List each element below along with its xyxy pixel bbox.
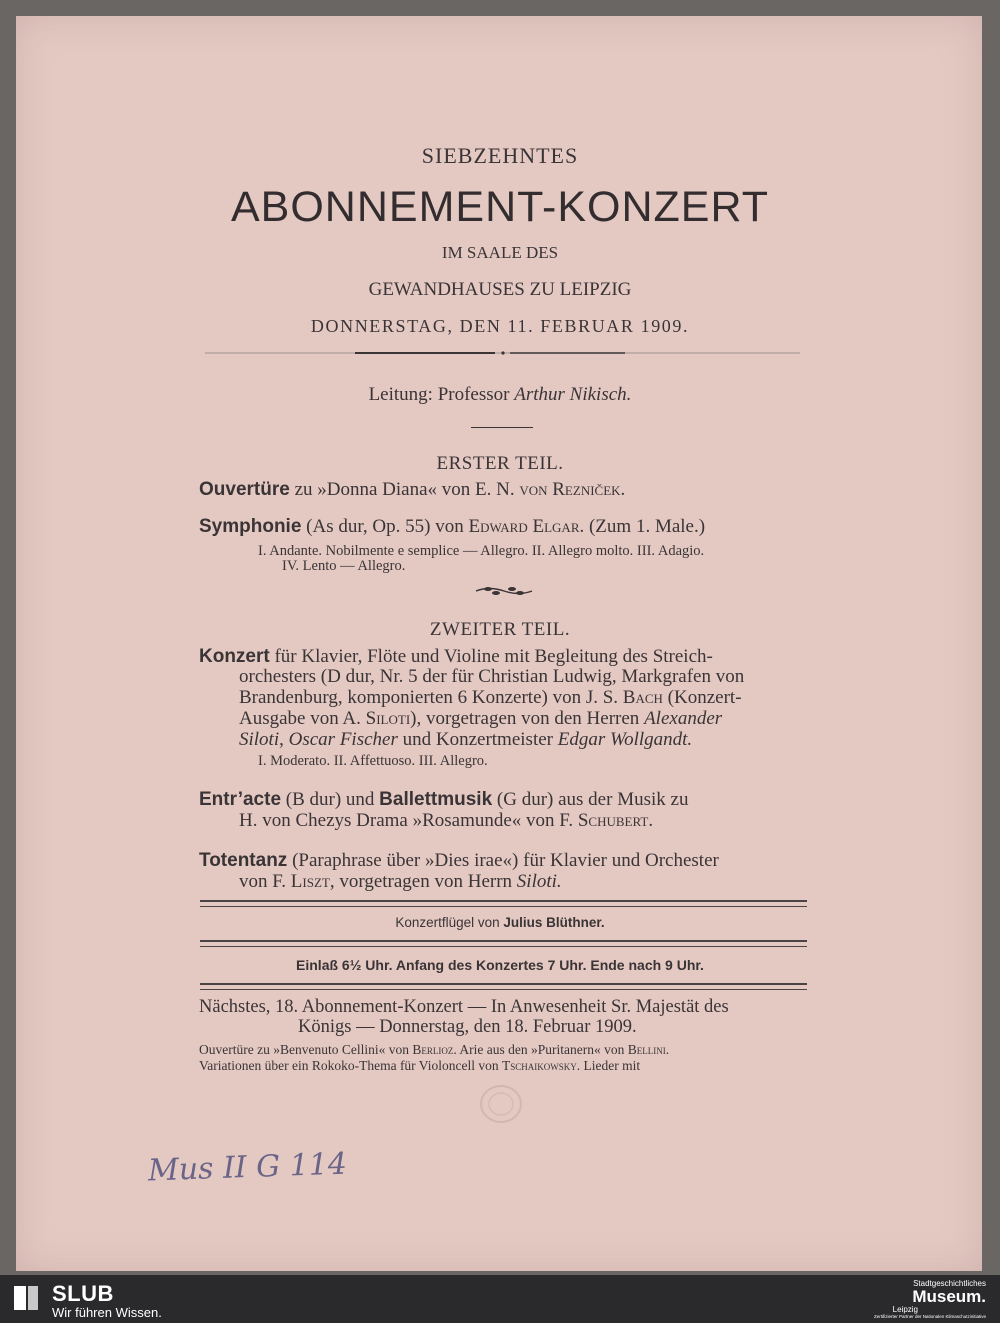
konzert-line-2: orchesters (D dur, Nr. 5 der für Christian Ludwig, Markgrafen von — [239, 666, 745, 687]
item-text: H. von Chezys Drama »Rosamunde« von F. — [239, 810, 574, 831]
embossed-stamp-icon — [478, 1083, 524, 1125]
composer-berlioz: Berlioz. — [412, 1042, 457, 1057]
item-text: (As dur, Op. 55) von — [306, 516, 464, 537]
part1-heading: ERSTER TEIL. — [436, 453, 564, 474]
item-title: Konzert — [199, 646, 270, 667]
item-text: Brandenburg, komponierten 6 Konzerte) von J. S. — [239, 687, 619, 708]
conductor-label: Leitung: Professor — [368, 384, 510, 405]
time-info: Einlaß 6½ Uhr. Anfang des Konzertes 7 Uhr. Ende nach 9 Uhr. — [296, 957, 704, 973]
ornament-rule — [205, 349, 800, 357]
entracte-line-2 — [239, 810, 653, 831]
editor-siloti: Siloti — [365, 708, 411, 729]
composer-elgar: Edward Elgar. — [468, 516, 585, 537]
program-item-symphonie — [199, 516, 705, 537]
piano-maker: Julius Blüthner. — [503, 915, 605, 930]
slub-tagline: Wir führen Wissen. — [52, 1305, 162, 1320]
slub-logo-icon — [12, 1283, 40, 1313]
museum-city: Leipzig — [892, 1305, 918, 1314]
item-text: (B dur) und — [285, 789, 375, 810]
conductor-line — [0, 384, 1000, 406]
composer-schubert: Schubert. — [577, 810, 654, 831]
item-text: ), vorgetragen von den Herren — [410, 708, 640, 729]
symphonie-movements-1: I. Andante. Nobilmente e semplice — Allegro. II. Allegro molto. III. Adagio. — [258, 543, 705, 559]
performer-name: Siloti. — [516, 871, 562, 892]
item-text: von F. — [239, 871, 287, 892]
double-rule — [200, 940, 807, 947]
konzert-line-3 — [239, 687, 742, 708]
footer-bar — [0, 1275, 1000, 1323]
konzert-line-4 — [239, 708, 722, 729]
item-text: , — [279, 729, 284, 750]
item-text: zu »Donna Diana« von E. N. — [294, 479, 515, 500]
item-text: Lieder mit — [583, 1058, 641, 1073]
short-divider — [471, 427, 533, 428]
item-text: Arie aus den »Puritanern« von — [459, 1042, 625, 1057]
item-text: und Konzertmeister — [402, 729, 553, 750]
museum-note: Zertifizierter Partner der Nationalen Klimaschutzinitiative — [873, 1314, 986, 1319]
shelfmark-handwriting: Mus II G 114 — [147, 1146, 348, 1189]
item-title: Symphonie — [199, 516, 302, 537]
symphonie-movements-2: IV. Lento — Allegro. — [282, 558, 406, 574]
leaf-ornament-icon — [474, 584, 534, 598]
piano-label: Konzertflügel von — [395, 915, 500, 930]
part2-heading: ZWEITER TEIL. — [429, 619, 571, 640]
composer-reznicek: von Rezniček. — [519, 479, 626, 500]
slub-name: SLUB — [52, 1281, 114, 1306]
composer-bellini: Bellini. — [627, 1042, 670, 1057]
museum-label: Stadtgeschichtliches — [913, 1279, 986, 1288]
museum-name: Museum. — [912, 1287, 986, 1306]
performer-name: Alexander — [644, 708, 723, 729]
program-item-ouverture — [199, 479, 625, 500]
next-concert-line-2: Königs — Donnerstag, den 18. Februar 1909. — [298, 1017, 637, 1037]
konzert-line-1 — [199, 646, 713, 667]
item-title: Ballettmusik — [379, 789, 493, 810]
next-program-line-1 — [199, 1042, 669, 1058]
next-concert-line-1: Nächstes, 18. Abonnement-Konzert — In Anwesenheit Sr. Majestät des — [199, 997, 729, 1017]
double-rule — [200, 900, 807, 907]
item-text: Variationen über ein Rokoko-Thema für Violoncell von — [199, 1058, 499, 1073]
item-text: Ouvertüre zu »Benvenuto Cellini« von — [199, 1042, 409, 1057]
composer-tschaikowsky: Tschaikowsky. — [502, 1058, 581, 1073]
item-text: (G dur) aus der Musik zu — [496, 789, 689, 810]
concert-date: DONNERSTAG, DEN 11. FEBRUAR 1909. — [310, 316, 690, 336]
performer-name: Siloti — [239, 729, 280, 750]
totentanz-line-2 — [239, 871, 562, 892]
item-title: Ouvertüre — [199, 479, 290, 500]
performer-name: Oscar Fischer — [288, 729, 398, 750]
conductor-name: Arthur Nikisch. — [514, 384, 632, 405]
premiere-note: (Zum 1. Male.) — [588, 516, 706, 537]
item-title: Entr’acte — [199, 789, 282, 810]
konzert-movements: I. Moderato. II. Affettuoso. III. Allegro. — [258, 753, 488, 769]
venue-line-2: GEWANDHAUSES ZU LEIPZIG — [368, 279, 632, 300]
item-title: Totentanz — [199, 850, 288, 871]
item-text: (Konzert- — [667, 687, 742, 708]
next-program-line-2 — [199, 1058, 640, 1074]
venue-line-1: IM SAALE DES — [441, 243, 559, 262]
double-rule — [200, 983, 807, 990]
item-text: für Klavier, Flöte und Violine mit Begleitung des Streich- — [274, 646, 713, 667]
item-text: (Paraphrase über »Dies irae«) für Klavier und Orchester — [292, 850, 719, 871]
item-text: Ausgabe von A. — [239, 708, 361, 729]
piano-credit — [0, 915, 1000, 930]
composer-bach: Bach — [622, 687, 663, 708]
program-item-entracte — [199, 789, 688, 810]
page-title: ABONNEMENT-KONZERT — [230, 183, 770, 231]
konzert-line-5 — [239, 729, 692, 750]
program-item-totentanz — [199, 850, 719, 871]
performer-name: Edgar Wollgandt. — [557, 729, 693, 750]
concert-number: SIEBZEHNTES — [421, 143, 579, 168]
item-text: , vorgetragen von Herrn — [329, 871, 513, 892]
composer-liszt: Liszt — [290, 871, 330, 892]
